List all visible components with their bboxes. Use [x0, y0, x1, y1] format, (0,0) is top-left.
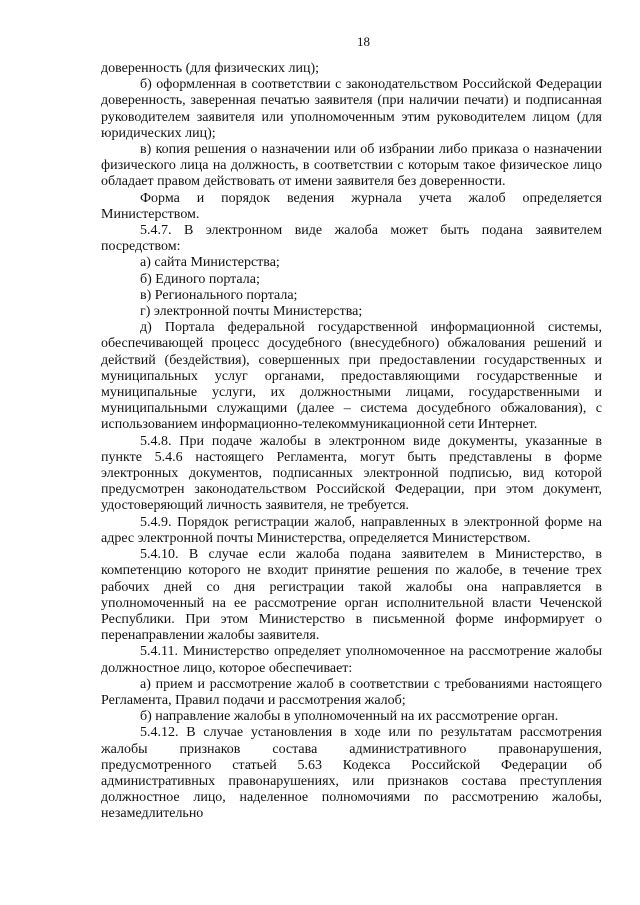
- paragraph: б) оформленная в соответствии с законодательством Российской Федерации доверенность, заверенная печатью заявителя (при наличии печати) и подписанная руководителем заявителя или уполномоченным этим руководителем лицом (для юридических лиц);: [101, 77, 602, 141]
- paragraph: г) электронной почты Министерства;: [140, 304, 363, 320]
- paragraph: б) Единого портала;: [140, 271, 260, 287]
- paragraph: д) Портала федеральной государственной информационной системы, обеспечивающей процесс досудебного (внесудебного) обжалования решений и действий (бездействия), совершенных при предоставлении государственных и муниципальных услуг органами, предоставляющими государственные и муниципальные услуги, их должностными лицами, государственными и муниципальными служащими (далее – система досудебного обжалования), с использованием информационно-телекоммуникационной сети Интернет.: [101, 320, 602, 433]
- paragraph: 5.4.12. В случае установления в ходе или по результатам рассмотрения жалобы признаков состава административного правонарушения, предусмотренного статьей 5.63 Кодекса Российской Федерации об административных правонарушениях, или признаков состава преступления должностное лицо, наделенное полномочиями по рассмотрению жалобы, незамедлительно: [101, 725, 602, 822]
- paragraph: в) копия решения о назначении или об избрании либо приказа о назначении физического лица на должность, в соответствии с которым такое физическое лицо обладает правом действовать от имени заявителя без доверенности.: [101, 142, 602, 190]
- paragraph: 5.4.9. Порядок регистрации жалоб, направленных в электронной форме на адрес электронной почты Министерства, определяется Министерством.: [101, 514, 602, 546]
- document-body: [101, 61, 602, 823]
- paragraph: 5.4.7. В электронном виде жалоба может быть подана заявителем посредством:: [101, 223, 602, 255]
- paragraph: 5.4.8. При подаче жалобы в электронном виде документы, указанные в пункте 5.4.6 настоящего Регламента, могут быть представлены в форме электронных документов, подписанных электронной подписью, вид которой предусмотрен законодательством Российской Федерации, при этом документ, удостоверяющий личность заявителя, не требуется.: [101, 433, 602, 514]
- paragraph: Форма и порядок ведения журнала учета жалоб определяется Министерством.: [101, 190, 602, 222]
- paragraph: 5.4.11. Министерство определяет уполномоченное на рассмотрение жалобы должностное лицо, которое обеспечивает:: [101, 644, 602, 676]
- paragraph: а) сайта Министерства;: [140, 255, 280, 271]
- paragraph: в) Регионального портала;: [140, 287, 298, 303]
- paragraph: а) прием и рассмотрение жалоб в соответствии с требованиями настоящего Регламента, Правил подачи и рассмотрения жалоб;: [101, 676, 602, 708]
- paragraph: 5.4.10. В случае если жалоба подана заявителем в Министерство, в компетенцию которого не входит принятие решения по жалобе, в течение трех рабочих дней со дня регистрации такой жалобы она направляется в уполномоченный на ее рассмотрение орган исполнительной власти Чеченской Республики. При этом Министерство в письменной форме информирует о перенаправлении жалобы заявителя.: [101, 547, 602, 644]
- paragraph: доверенность (для физических лиц);: [101, 61, 320, 76]
- paragraph: б) направление жалобы в уполномоченный на их рассмотрение орган.: [140, 709, 559, 725]
- page-number: 18: [357, 34, 370, 49]
